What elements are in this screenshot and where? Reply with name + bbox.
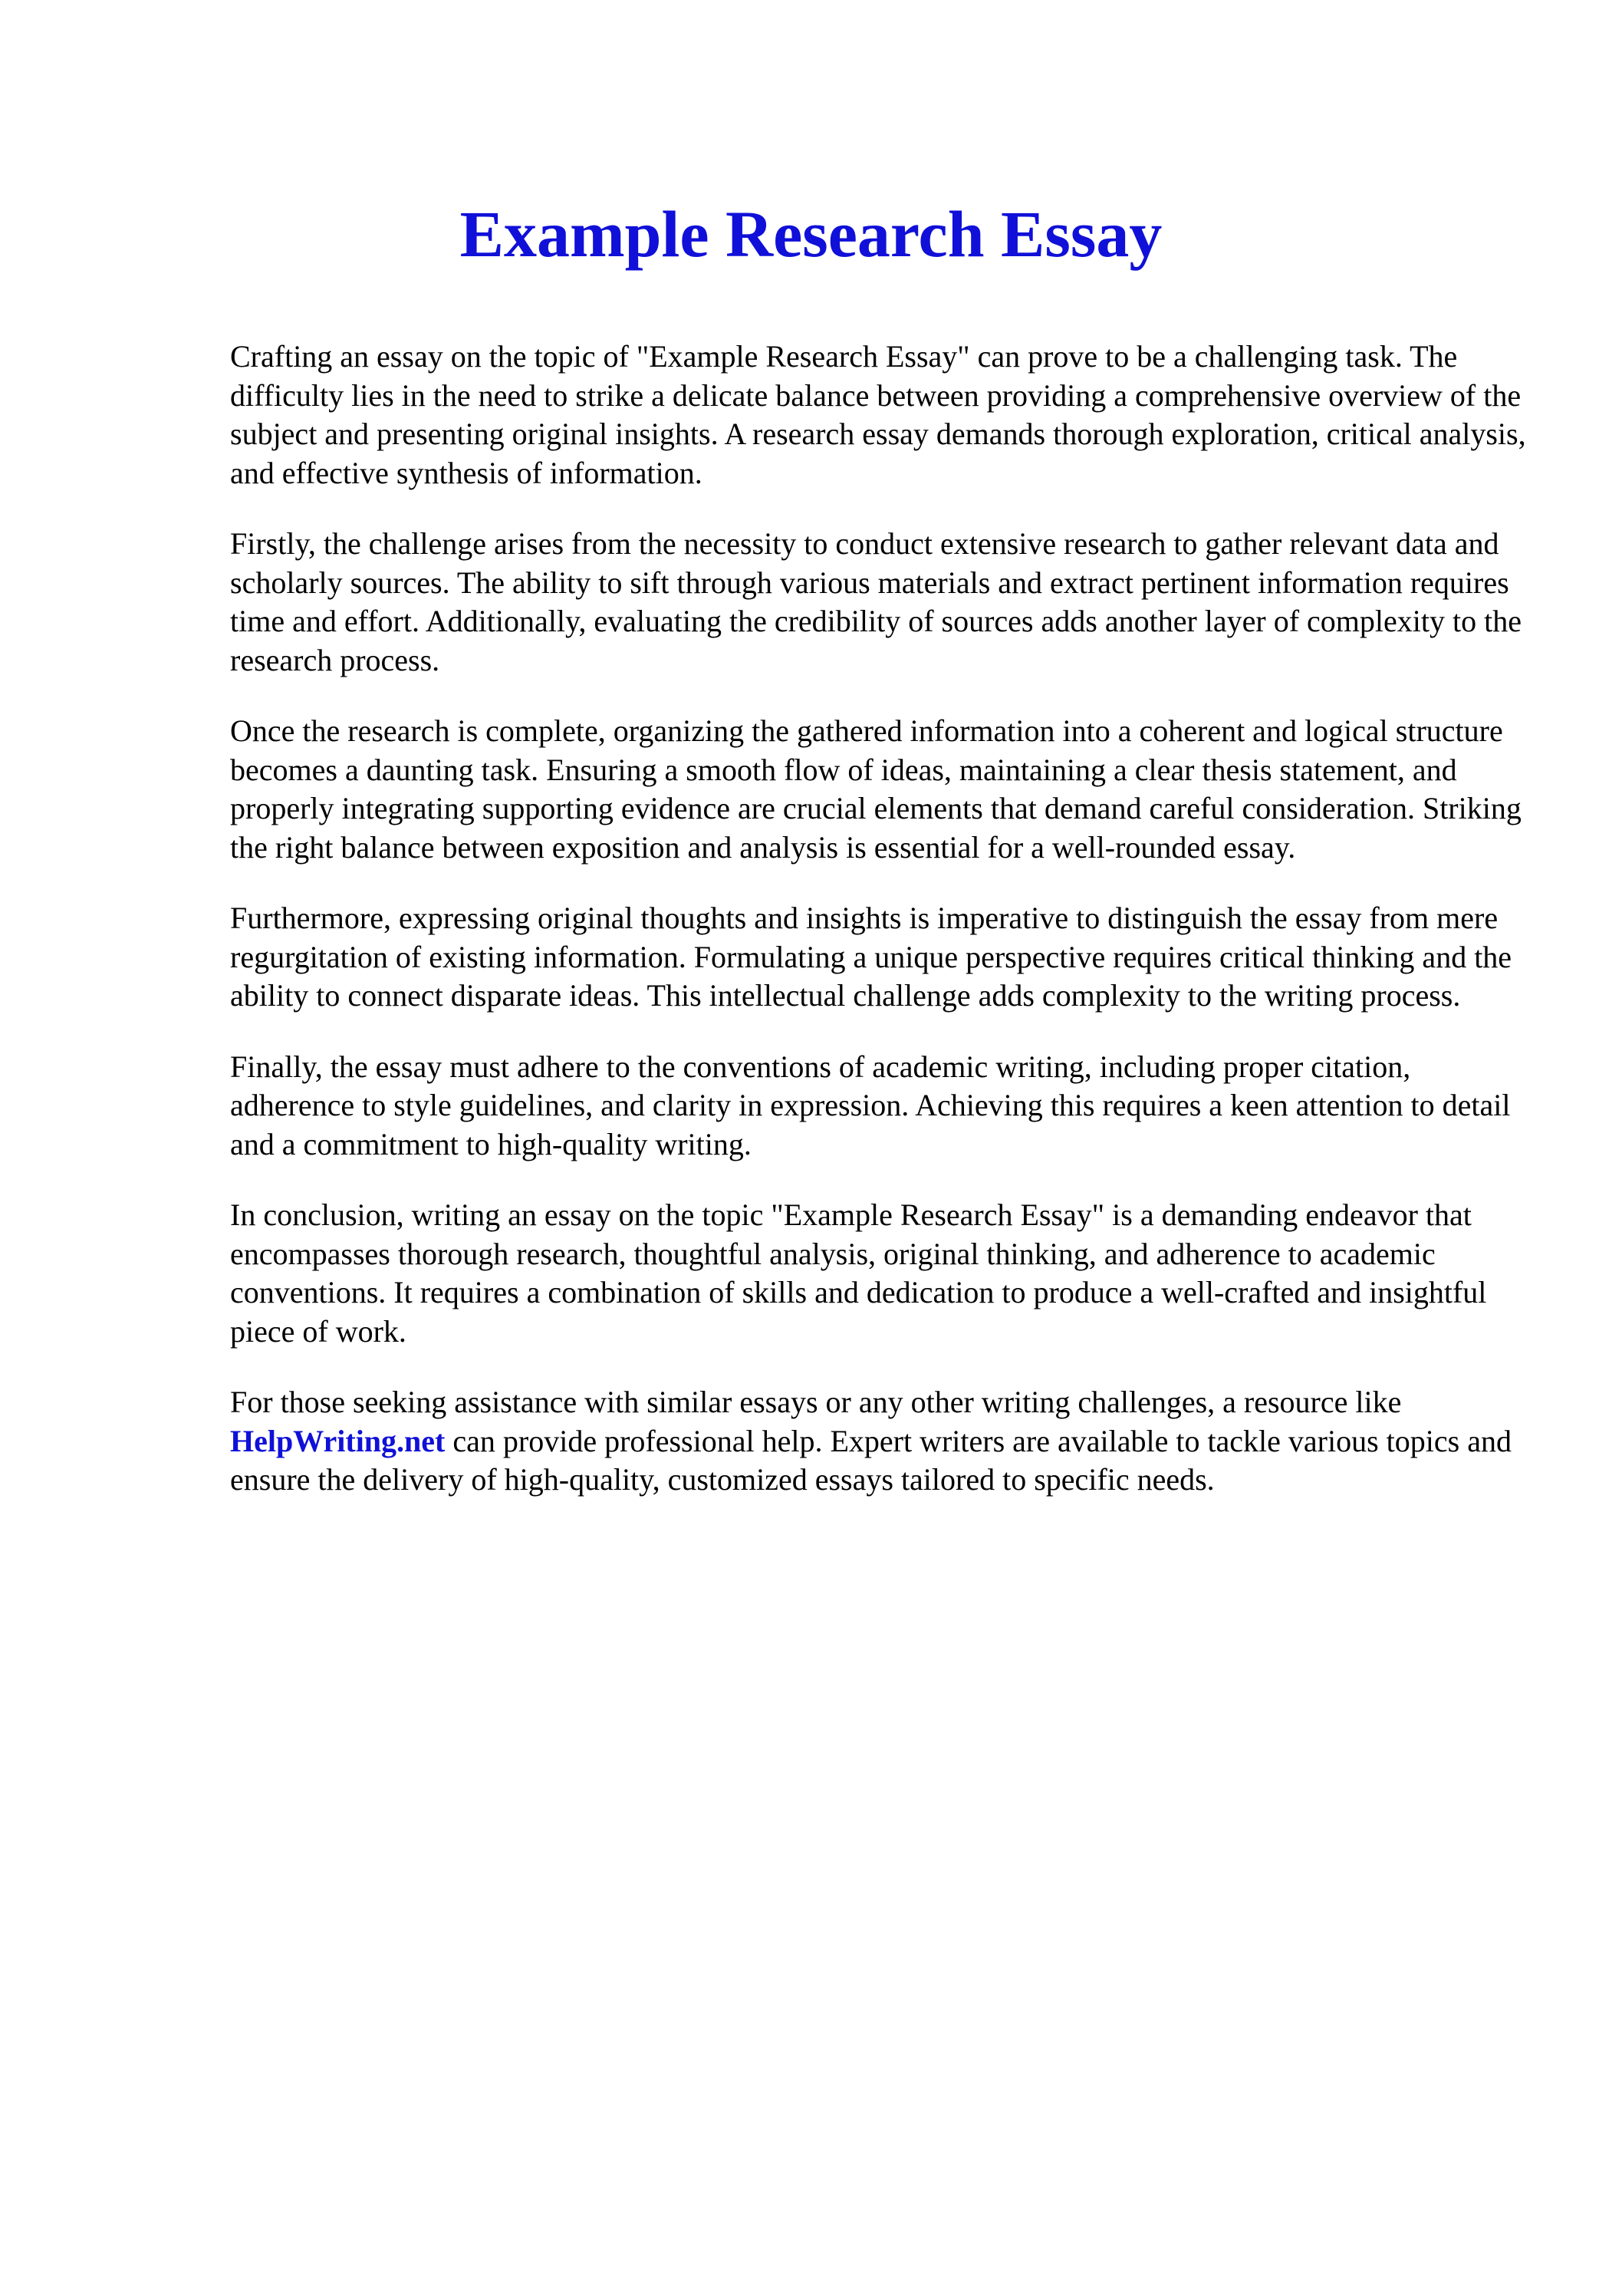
document-body (230, 338, 1526, 1532)
paragraph-originality: Furthermore, expressing original thoughts and insights is imperative to distinguish the essay from mere regurgitation of existing information. Formulating a unique perspective requires critical thinking and the ability to connect disparate ideas. This intellectual challenge adds complexity to the writing process. (230, 901, 1512, 1013)
document-title: Example Research Essay (459, 197, 1163, 271)
closing-text-before-link: For those seeking assistance with similar essays or any other writing challenges, a resource like (230, 1385, 1402, 1419)
paragraph-intro: Crafting an essay on the topic of "Example Research Essay" can prove to be a challenging task. The difficulty lies in the need to strike a delicate balance between providing a comprehensive overview of the subject and presenting original insights. A research essay demands thorough exploration, critical analysis, and effective synthesis of information. (230, 339, 1526, 490)
paragraph-closing (230, 1383, 1526, 1500)
paragraph-organization: Once the research is complete, organizing the gathered information into a coherent and logical structure becomes a daunting task. Ensuring a smooth flow of ideas, maintaining a clear thesis statement, and properly integrating supporting evidence are crucial elements that demand careful consideration. Striking the right balance between exposition and analysis is essential for a well-rounded essay. (230, 713, 1522, 865)
closing-text-after-link: can provide professional help. Expert writers are available to tackle various topics and ensure the delivery of high-quality, customized essays tailored to specific needs. (230, 1423, 1512, 1497)
paragraph-conventions: Finally, the essay must adhere to the conventions of academic writing, including proper citation, adherence to style guidelines, and clarity in expression. Achieving this requires a keen attention to detail and a commitment to high-quality writing. (230, 1049, 1511, 1161)
helpwriting-link[interactable]: HelpWriting.net (230, 1423, 446, 1458)
paragraph-conclusion: In conclusion, writing an essay on the topic "Example Research Essay" is a demanding endeavor that encompasses thorough research, thoughtful analysis, original thinking, and adherence to academic conventions. It requires a combination of skills and dedication to produce a well-crafted and insightful piece of work. (230, 1197, 1487, 1349)
paragraph-research: Firstly, the challenge arises from the necessity to conduct extensive research to gather relevant data and scholarly sources. The ability to sift through various materials and extract pertinent information requires time and effort. Additionally, evaluating the credibility of sources adds another layer of complexity to the research process. (230, 526, 1522, 677)
